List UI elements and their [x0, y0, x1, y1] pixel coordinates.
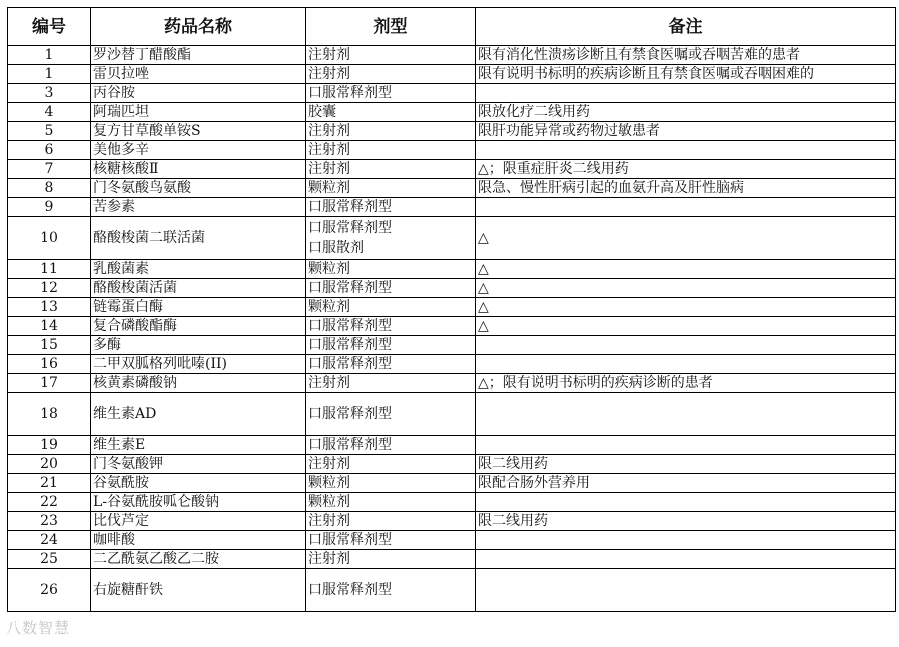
table-row	[8, 436, 896, 455]
table-row	[8, 141, 896, 160]
table-row	[8, 569, 896, 612]
table-row	[8, 531, 896, 550]
header-remarks: 备注	[476, 8, 896, 46]
cell-dosage-form	[306, 46, 476, 65]
cell-dosage-form	[306, 512, 476, 531]
cell-drug-name: 比伐芦定	[91, 512, 306, 531]
table-row	[8, 122, 896, 141]
dosage-form-text: 口服常释剂型	[308, 582, 392, 598]
cell-number: 22	[8, 493, 91, 512]
cell-remarks: 限二线用药	[476, 455, 896, 474]
cell-remarks: △；限重症肝炎二线用药	[476, 160, 896, 179]
cell-drug-name: 核糖核酸Ⅱ	[91, 160, 306, 179]
table-row	[8, 198, 896, 217]
cell-number: 4	[8, 103, 91, 122]
cell-remarks: △	[476, 260, 896, 279]
cell-number: 1	[8, 46, 91, 65]
cell-drug-name: 酪酸梭菌活菌	[91, 279, 306, 298]
cell-dosage-form	[306, 179, 476, 198]
dosage-form-text: 注射剂	[308, 551, 350, 567]
cell-dosage-form	[306, 317, 476, 336]
cell-remarks: △	[476, 317, 896, 336]
table-row	[8, 550, 896, 569]
cell-remarks	[476, 141, 896, 160]
table-row	[8, 46, 896, 65]
cell-remarks	[476, 198, 896, 217]
table-row	[8, 160, 896, 179]
cell-drug-name: 复方甘草酸单铵S	[91, 122, 306, 141]
cell-dosage-form	[306, 122, 476, 141]
cell-drug-name: 二乙酰氨乙酸乙二胺	[91, 550, 306, 569]
cell-number: 18	[8, 393, 91, 436]
table-row	[8, 317, 896, 336]
cell-drug-name: 链霉蛋白酶	[91, 298, 306, 317]
dosage-form-text: 注射剂	[308, 123, 350, 139]
dosage-form-text: 注射剂	[308, 47, 350, 63]
cell-drug-name: 复合磷酸酯酶	[91, 317, 306, 336]
header-dosage-form: 剂型	[306, 8, 476, 46]
dosage-form-text: 口服常释剂型	[308, 85, 392, 101]
cell-dosage-form	[306, 84, 476, 103]
table-row	[8, 455, 896, 474]
cell-number: 11	[8, 260, 91, 279]
cell-number: 5	[8, 122, 91, 141]
cell-remarks	[476, 84, 896, 103]
cell-drug-name: 维生素E	[91, 436, 306, 455]
cell-number: 19	[8, 436, 91, 455]
cell-drug-name: 核黄素磷酸钠	[91, 374, 306, 393]
cell-dosage-form	[306, 260, 476, 279]
cell-dosage-form	[306, 336, 476, 355]
dosage-form-text: 颗粒剂	[308, 475, 350, 491]
table-row	[8, 493, 896, 512]
cell-drug-name: 维生素AD	[91, 393, 306, 436]
drug-table	[7, 7, 896, 612]
table-row	[8, 179, 896, 198]
cell-dosage-form	[306, 493, 476, 512]
cell-drug-name: 咖啡酸	[91, 531, 306, 550]
table-row	[8, 260, 896, 279]
cell-drug-name: 丙谷胺	[91, 84, 306, 103]
dosage-form-text: 颗粒剂	[308, 494, 350, 510]
dosage-form-text: 注射剂	[308, 161, 350, 177]
cell-number: 7	[8, 160, 91, 179]
dosage-form-text: 颗粒剂	[308, 180, 350, 196]
table-row	[8, 298, 896, 317]
dosage-form-text: 口服常释剂型	[308, 220, 392, 236]
cell-dosage-form	[306, 436, 476, 455]
dosage-form-text: 口服常释剂型	[308, 318, 392, 334]
cell-number: 14	[8, 317, 91, 336]
cell-remarks	[476, 393, 896, 436]
cell-dosage-form	[306, 65, 476, 84]
dosage-form-text: 口服常释剂型	[308, 437, 392, 453]
dosage-form-text: 注射剂	[308, 513, 350, 529]
dosage-form-text: 口服散剂	[308, 240, 364, 256]
cell-remarks: 限放化疗二线用药	[476, 103, 896, 122]
dosage-form-text: 注射剂	[308, 456, 350, 472]
table-row	[8, 336, 896, 355]
cell-dosage-form	[306, 298, 476, 317]
cell-remarks: △；限有说明书标明的疾病诊断的患者	[476, 374, 896, 393]
cell-drug-name: 雷贝拉唑	[91, 65, 306, 84]
dosage-form-text: 注射剂	[308, 142, 350, 158]
cell-number: 8	[8, 179, 91, 198]
cell-number: 16	[8, 355, 91, 374]
cell-dosage-form	[306, 279, 476, 298]
table-row	[8, 279, 896, 298]
dosage-form-text: 口服常释剂型	[308, 199, 392, 215]
cell-remarks	[476, 355, 896, 374]
watermark: 八数智慧	[6, 619, 71, 637]
dosage-form-text: 口服常释剂型	[308, 337, 392, 353]
table-row	[8, 84, 896, 103]
cell-drug-name: 门冬氨酸钾	[91, 455, 306, 474]
cell-dosage-form	[306, 393, 476, 436]
cell-drug-name: 右旋糖酐铁	[91, 569, 306, 612]
cell-number: 10	[8, 217, 91, 260]
cell-number: 12	[8, 279, 91, 298]
cell-remarks: △	[476, 217, 896, 260]
cell-remarks	[476, 569, 896, 612]
header-number: 编号	[8, 8, 91, 46]
cell-dosage-form	[306, 160, 476, 179]
dosage-form-text: 口服常释剂型	[308, 280, 392, 296]
cell-number: 21	[8, 474, 91, 493]
cell-dosage-form	[306, 550, 476, 569]
cell-remarks: 限急、慢性肝病引起的血氨升高及肝性脑病	[476, 179, 896, 198]
cell-drug-name: 多酶	[91, 336, 306, 355]
dosage-form-text: 颗粒剂	[308, 299, 350, 315]
cell-dosage-form	[306, 531, 476, 550]
cell-remarks: 限有说明书标明的疾病诊断且有禁食医嘱或吞咽困难的	[476, 65, 896, 84]
cell-number: 25	[8, 550, 91, 569]
cell-dosage-form	[306, 569, 476, 612]
cell-number: 3	[8, 84, 91, 103]
cell-dosage-form	[306, 474, 476, 493]
dosage-form-text: 注射剂	[308, 375, 350, 391]
header-row	[8, 8, 896, 46]
table-row	[8, 65, 896, 84]
cell-remarks: 限肝功能异常或药物过敏患者	[476, 122, 896, 141]
cell-dosage-form	[306, 198, 476, 217]
cell-remarks: 限配合肠外营养用	[476, 474, 896, 493]
cell-dosage-form	[306, 355, 476, 374]
cell-drug-name: 门冬氨酸鸟氨酸	[91, 179, 306, 198]
dosage-form-text: 注射剂	[308, 66, 350, 82]
cell-remarks	[476, 336, 896, 355]
table-row	[8, 474, 896, 493]
cell-number: 26	[8, 569, 91, 612]
cell-number: 24	[8, 531, 91, 550]
table-row	[8, 374, 896, 393]
cell-remarks	[476, 493, 896, 512]
cell-dosage-form	[306, 217, 476, 260]
cell-dosage-form	[306, 103, 476, 122]
cell-number: 20	[8, 455, 91, 474]
cell-drug-name: 罗沙替丁醋酸酯	[91, 46, 306, 65]
cell-number: 23	[8, 512, 91, 531]
dosage-form-text: 颗粒剂	[308, 261, 350, 277]
cell-number: 6	[8, 141, 91, 160]
cell-drug-name: 美他多辛	[91, 141, 306, 160]
table-row	[8, 103, 896, 122]
table-row	[8, 393, 896, 436]
table-row	[8, 512, 896, 531]
dosage-form-text: 口服常释剂型	[308, 532, 392, 548]
cell-drug-name: 乳酸菌素	[91, 260, 306, 279]
cell-remarks	[476, 550, 896, 569]
cell-remarks: 限有消化性溃疡诊断且有禁食医嘱或吞咽苦难的患者	[476, 46, 896, 65]
cell-number: 13	[8, 298, 91, 317]
table-row	[8, 217, 896, 260]
header-drug-name: 药品名称	[91, 8, 306, 46]
cell-remarks	[476, 531, 896, 550]
dosage-form-text: 胶囊	[308, 104, 336, 120]
cell-dosage-form	[306, 374, 476, 393]
cell-remarks: △	[476, 298, 896, 317]
dosage-form-text: 口服常释剂型	[308, 356, 392, 372]
cell-drug-name: 苦参素	[91, 198, 306, 217]
cell-dosage-form	[306, 141, 476, 160]
cell-dosage-form	[306, 455, 476, 474]
cell-number: 1	[8, 65, 91, 84]
cell-number: 9	[8, 198, 91, 217]
cell-drug-name: 谷氨酰胺	[91, 474, 306, 493]
dosage-form-text: 口服常释剂型	[308, 406, 392, 422]
cell-number: 15	[8, 336, 91, 355]
cell-drug-name: 阿瑞匹坦	[91, 103, 306, 122]
cell-remarks: 限二线用药	[476, 512, 896, 531]
cell-drug-name: 酪酸梭菌二联活菌	[91, 217, 306, 260]
cell-drug-name: 二甲双胍格列吡嗪(II)	[91, 355, 306, 374]
cell-drug-name: L-谷氨酰胺呱仑酸钠	[91, 493, 306, 512]
table-row	[8, 355, 896, 374]
cell-remarks	[476, 436, 896, 455]
cell-number: 17	[8, 374, 91, 393]
cell-remarks: △	[476, 279, 896, 298]
